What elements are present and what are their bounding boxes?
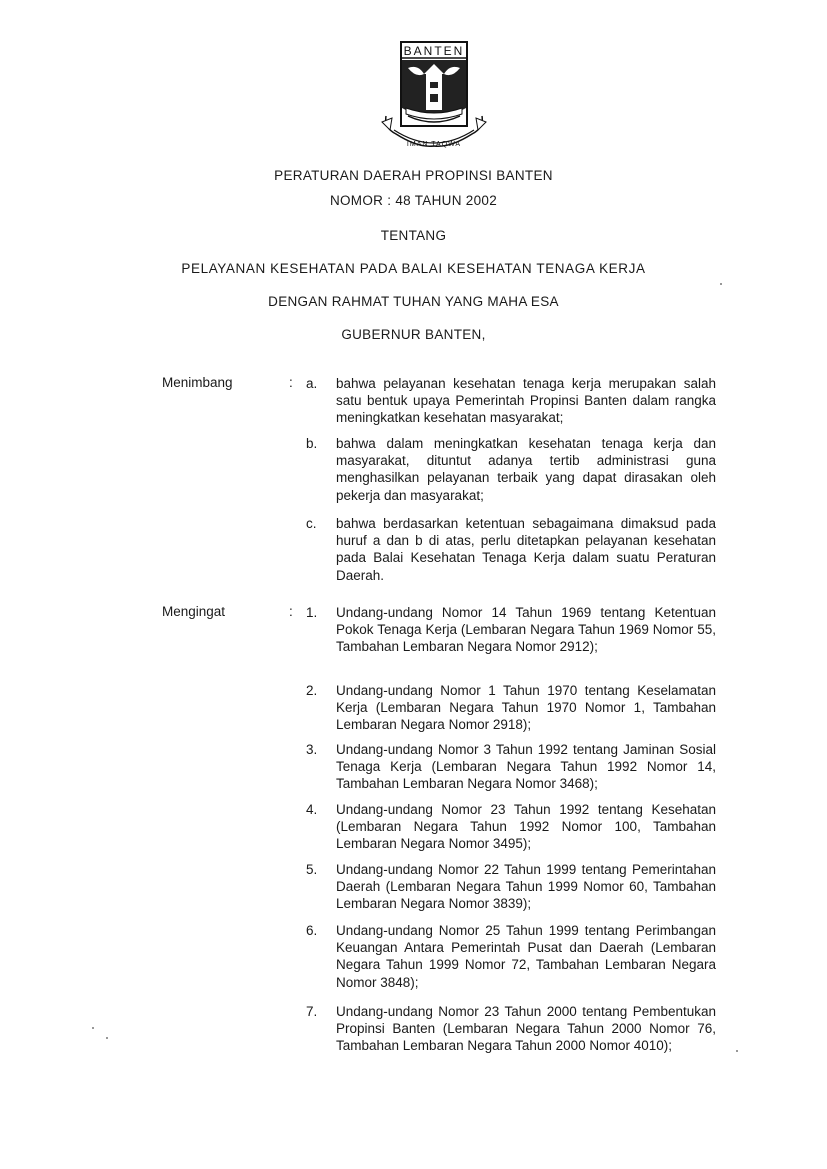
banten-coat-of-arms-logo <box>378 38 490 156</box>
item-marker: 5. <box>306 862 318 877</box>
item-marker: 6. <box>306 923 318 938</box>
mengingat-item-3 <box>306 741 716 793</box>
menimbang-item-a <box>306 375 716 427</box>
menimbang-label: Menimbang <box>162 375 233 390</box>
mengingat-item-2 <box>306 682 716 734</box>
scan-speck <box>106 1037 108 1039</box>
mengingat-item-5 <box>306 861 716 913</box>
item-marker: 2. <box>306 683 318 698</box>
item-text: Undang-undang Nomor 23 Tahun 1992 tentang Kesehatan (Lembaran Negara Tahun 1992 Nomor 100, Tambahan Lembaran Negara Nomor 3495); <box>336 802 716 852</box>
mengingat-colon: : <box>289 604 293 619</box>
item-marker: 1. <box>306 605 318 620</box>
item-text: bahwa dalam meningkatkan kesehatan tenaga kerja dan masyarakat, dituntut adanya tertib administrasi guna menghasilkan pelayanan terbaik yang dapat dirasakan oleh pekerja dan masyarakat; <box>336 436 716 503</box>
tentang-heading: TENTANG <box>380 228 447 243</box>
scan-speck <box>720 283 722 285</box>
mengingat-item-7 <box>306 1003 716 1055</box>
mengingat-label: Mengingat <box>162 604 226 619</box>
item-text: bahwa pelayanan kesehatan tenaga kerja merupakan salah satu bentuk upaya Pemerintah Propinsi Banten dalam rangka meningkatkan kesehatan masyarakat; <box>336 376 716 426</box>
menimbang-colon: : <box>289 375 293 390</box>
item-text: bahwa berdasarkan ketentuan sebagaimana dimaksud pada huruf a dan b di atas, perlu ditetapkan pelayanan kesehatan pada Balai Kesehatan Tenaga Kerja dalam suatu Peraturan Daerah. <box>336 516 716 583</box>
mengingat-item-4 <box>306 801 716 853</box>
mengingat-item-6 <box>306 922 716 991</box>
item-marker: 3. <box>306 742 318 757</box>
item-marker: 4. <box>306 802 318 817</box>
regulation-title: PERATURAN DAERAH PROPINSI BANTEN <box>274 168 553 183</box>
item-text: Undang-undang Nomor 22 Tahun 1999 tentang Pemerintahan Daerah (Lembaran Negara Tahun 1999 Nomor 60, Tambahan Lembaran Negara Nomor 3839); <box>336 862 716 912</box>
svg-text:BANTEN: BANTEN <box>403 44 465 58</box>
item-marker: c. <box>306 516 317 531</box>
issuer-title: GUBERNUR BANTEN, <box>341 327 486 342</box>
scan-speck <box>92 1027 94 1029</box>
scan-speck <box>736 1050 738 1052</box>
item-marker: a. <box>306 376 318 391</box>
item-text: Undang-undang Nomor 1 Tahun 1970 tentang Keselamatan Kerja (Lembaran Negara Tahun 1970 Nomor 1, Tambahan Lembaran Negara Nomor 2918); <box>336 683 716 733</box>
item-text: Undang-undang Nomor 23 Tahun 2000 tentang Pembentukan Propinsi Banten (Lembaran Negara Tahun 2000 Nomor 76, Tambahan Lembaran Negara Tahun 2000 Nomor 4010); <box>336 1004 716 1054</box>
preamble-invocation: DENGAN RAHMAT TUHAN YANG MAHA ESA <box>268 294 559 309</box>
item-marker: b. <box>306 436 318 451</box>
mengingat-item-1 <box>306 604 716 656</box>
svg-text:IMAN TAQWA: IMAN TAQWA <box>406 141 462 148</box>
regulation-number: NOMOR : 48 TAHUN 2002 <box>329 193 498 208</box>
item-text: Undang-undang Nomor 14 Tahun 1969 tentang Ketentuan Pokok Tenaga Kerja (Lembaran Negara Tahun 1969 Nomor 55, Tambahan Lembaran Negara Nomor 2912); <box>336 605 716 655</box>
regulation-subject: PELAYANAN KESEHATAN PADA BALAI KESEHATAN TENAGA KERJA <box>181 261 646 276</box>
item-text: Undang-undang Nomor 3 Tahun 1992 tentang Jaminan Sosial Tenaga Kerja (Lembaran Negara Tahun 1992 Nomor 14, Tambahan Lembaran Negara Nomor 3468); <box>336 742 716 792</box>
menimbang-item-c <box>306 515 716 584</box>
item-text: Undang-undang Nomor 25 Tahun 1999 tentang Perimbangan Keuangan Antara Pemerintah Pusat dan Daerah (Lembaran Negara Tahun 1999 Nomor 72, Tambahan Lembaran Negara Nomor 3848); <box>336 923 716 990</box>
coat-of-arms-icon <box>378 38 490 156</box>
menimbang-item-b <box>306 435 716 504</box>
item-marker: 7. <box>306 1004 318 1019</box>
